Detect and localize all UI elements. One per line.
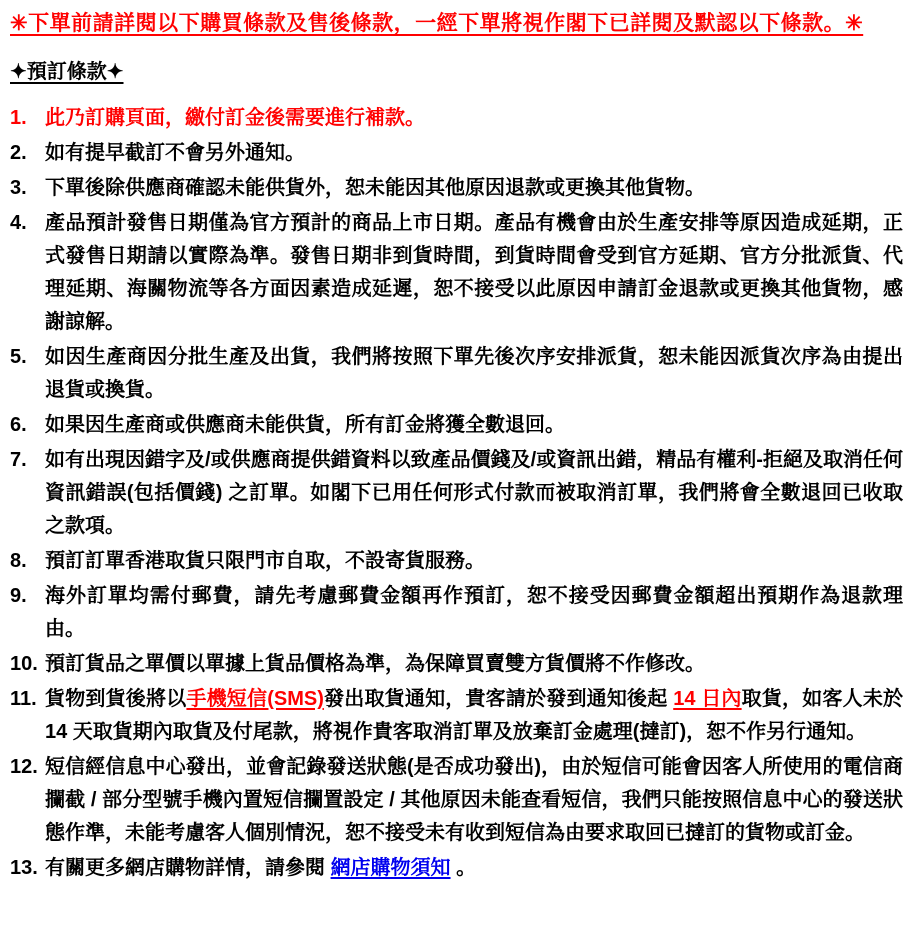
term-item-2 [10, 137, 903, 170]
term-text: 海外訂單均需付郵費，請先考慮郵費金額再作預訂，恕不接受因郵費金額超出預期作為退款理由。 [45, 585, 903, 640]
term-text: 如有出現因錯字及/或供應商提供錯資料以致產品價錢及/或資訊出錯，精品有權利-拒絕及取消任何資訊錯誤(包括價錢) 之訂單。如閣下已用任何形式付款而被取消訂單，我們將會全數退回已收取之款項。 [45, 449, 903, 537]
term-text: 此乃訂購頁面，繳付訂金後需要進行補款。 [45, 107, 425, 129]
term-text: 如果因生產商或供應商未能供貨，所有訂金將獲全數退回。 [45, 414, 565, 436]
term-number: 4. [10, 212, 27, 234]
term-number: 2. [10, 142, 27, 164]
term-text-segment: 取貨，如客人未於 14 天取貨期內取貨及付尾款，將視作貴客取消訂單及放棄訂金處理(撻訂)，恕不作另行通知。 [45, 688, 904, 743]
term-item-1 [10, 102, 903, 135]
term-number: 8. [10, 550, 27, 572]
term-item-6 [10, 409, 903, 442]
term-number: 3. [10, 177, 27, 199]
term-text [45, 688, 903, 743]
term-number: 11. [10, 688, 37, 710]
term-text [45, 857, 476, 879]
term-item-3 [10, 172, 903, 205]
term-item-13 [10, 852, 903, 885]
term-item-12 [10, 751, 903, 850]
terms-list [10, 102, 903, 885]
term-text: 預訂訂單香港取貨只限門市自取，不設寄貨服務。 [45, 550, 485, 572]
deadline-highlight: 14 日內 [673, 688, 742, 710]
term-text: 產品預計發售日期僅為官方預計的商品上市日期。產品有機會由於生產安排等原因造成延期，正式發售日期請以實際為準。發售日期非到貨時間，到貨時間會受到官方延期、官方分批派貨、代理延期、海關物流等各方面因素造成延遲，恕不接受以此原因申請訂金退款或更換其他貨物，感謝諒解。 [45, 212, 903, 333]
term-number: 10. [10, 653, 38, 675]
term-text: 預訂貨品之單價以單據上貨品價格為準，為保障買賣雙方貨價將不作修改。 [45, 653, 705, 675]
term-number: 9. [10, 585, 27, 607]
term-item-9 [10, 580, 903, 646]
term-number: 6. [10, 414, 27, 436]
term-number: 5. [10, 346, 27, 368]
term-item-10 [10, 648, 903, 681]
term-text-segment: 貨物到貨後將以 [45, 688, 187, 710]
term-item-11 [10, 683, 903, 749]
term-item-8 [10, 545, 903, 578]
term-item-7 [10, 444, 903, 543]
term-item-4 [10, 207, 903, 339]
term-number: 1. [10, 107, 27, 129]
term-text: 下單後除供應商確認未能供貨外，恕未能因其他原因退款或更換其他貨物。 [45, 177, 705, 199]
term-text: 短信經信息中心發出，並會記錄發送狀態(是否成功發出)，由於短信可能會因客人所使用的電信商攔截 / 部分型號手機內置短信攔置設定 / 其他原因未能查看短信，我們只能按照信息中心的發送狀態作準，未能考慮客人個別情況，恕不接受未有收到短信為由要求取回已撻訂的貨物或訂金。 [45, 756, 903, 844]
term-number: 7. [10, 449, 27, 471]
term-number: 12. [10, 756, 38, 778]
sms-highlight: 手機短信(SMS) [186, 688, 324, 710]
section-title: ✦預訂條款✦ [10, 61, 124, 83]
term-item-5 [10, 341, 903, 407]
term-text: 如因生產商因分批生產及出貨，我們將按照下單先後次序安排派貨，恕未能因派貨次序為由提出退貨或換貨。 [45, 346, 903, 401]
term-text: 如有提早截訂不會另外通知。 [45, 142, 305, 164]
term-text-segment: 發出取貨通知，貴客請於發到通知後起 [323, 688, 674, 710]
shop-guide-link[interactable]: 網店購物須知 [330, 857, 451, 879]
term-text-segment: 。 [450, 857, 477, 879]
term-text-segment: 有關更多網店購物詳情，請參閱 [45, 857, 331, 879]
page-title: ✳下單前請詳閱以下購買條款及售後條款，一經下單將視作閣下已詳閱及默認以下條款。✳ [10, 12, 864, 35]
term-number: 13. [10, 857, 38, 879]
